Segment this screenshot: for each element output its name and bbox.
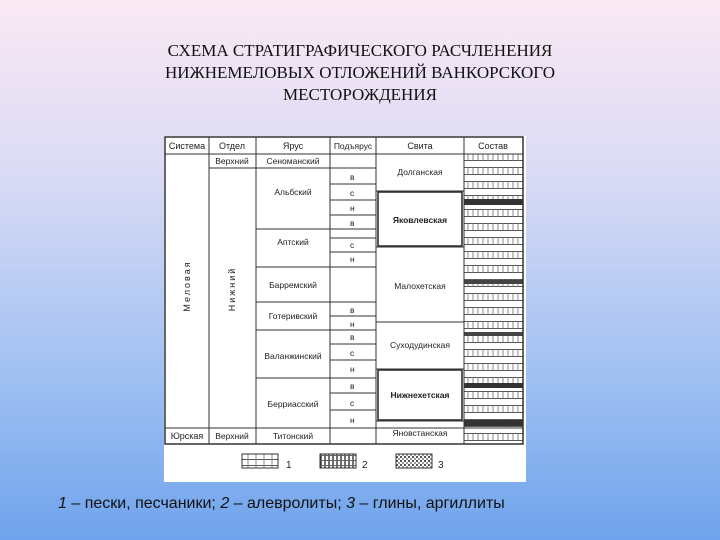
title-line-1: СХЕМА СТРАТИГРАФИЧЕСКОГО РАСЧЛЕНЕНИЯ: [167, 41, 553, 60]
legend-label-1: 1: [286, 460, 292, 471]
stage-barremian: Барремский: [269, 280, 317, 290]
title-line-2: НИЖНЕМЕЛОВЫХ ОТЛОЖЕНИЙ ВАНКОРСКОГО: [164, 63, 555, 82]
composition-band: [464, 280, 523, 284]
substage-berriasian-middle: с: [350, 398, 355, 408]
legend-label-3: 3: [438, 460, 444, 471]
legend-label-2: 2: [362, 460, 368, 471]
system-cretaceous: Меловая: [182, 260, 192, 312]
substage-valanginian-middle: с: [350, 348, 355, 358]
division-upper: Верхний: [215, 156, 249, 166]
stage-hauterivian: Готеривский: [268, 311, 318, 321]
substage-valanginian-lower: н: [350, 364, 355, 374]
header-division: Отдел: [218, 141, 246, 151]
header-stage: Ярус: [282, 141, 304, 151]
substage-aptian-middle: с: [350, 240, 355, 250]
header-system: Система: [168, 141, 206, 151]
substage-hauterivian-upper: в: [350, 305, 355, 315]
substage-berriasian-upper: в: [350, 381, 355, 391]
suite-sukhodudin: Суходудинская: [390, 340, 450, 350]
system-jurassic: Юрская: [170, 431, 204, 441]
header-substage: Подъярус: [333, 141, 373, 151]
stage-tithonian: Титонский: [272, 431, 314, 441]
legend-swatch-sand: [242, 454, 278, 468]
substage-albian-lower: н: [350, 203, 355, 213]
stage-cenomanian: Сеноманский: [266, 156, 320, 166]
caption-num-3: 3: [346, 495, 355, 512]
caption-text-2: – алевролиты;: [229, 495, 347, 512]
legend-caption: [58, 495, 505, 513]
substage-aptian-upper: в: [350, 218, 355, 228]
substage-aptian-lower: н: [350, 254, 355, 264]
stage-valanginian: Валанжинский: [264, 351, 322, 361]
composition-band: [464, 332, 523, 336]
header-suite: Свита: [407, 141, 433, 151]
scheme-svg: [164, 136, 526, 482]
suite-malokhet: Малохетская: [394, 281, 446, 291]
suite-yakovlev: Яковлевская: [392, 215, 448, 225]
substage-valanginian-upper: в: [350, 332, 355, 342]
caption-text-3: – глины, аргиллиты: [354, 495, 505, 512]
legend: [242, 454, 444, 471]
caption-num-2: 2: [220, 495, 230, 512]
division-lower: Нижний: [227, 266, 237, 312]
suite-dolgan: Долганская: [397, 167, 443, 177]
composition-band: [464, 383, 523, 388]
header-composition: Состав: [478, 141, 508, 151]
composition-band: [464, 199, 523, 205]
stage-aptian: Аптский: [277, 237, 309, 247]
legend-swatch-clay: [396, 454, 432, 468]
caption-text-1: – пески, песчаники;: [66, 495, 221, 512]
stratigraphic-scheme: [164, 136, 526, 482]
caption-num-1: 1: [58, 495, 67, 512]
stage-albian: Альбский: [274, 187, 312, 197]
substage-albian-upper: в: [350, 172, 355, 182]
stage-berriasian: Берриасский: [267, 399, 319, 409]
substage-albian-middle: с: [350, 188, 355, 198]
substage-hauterivian-lower: н: [350, 319, 355, 329]
suite-yanovstan: Яновстанская: [392, 428, 448, 438]
suite-nizhnekhet: Нижнехетская: [390, 390, 450, 400]
legend-swatch-silt: [320, 454, 356, 468]
composition-pattern: [464, 154, 523, 444]
composition-band: [464, 420, 523, 426]
title-line-3: МЕСТОРОЖДЕНИЯ: [283, 85, 437, 104]
division-jurassic-upper: Верхний: [215, 431, 249, 441]
substage-berriasian-lower: н: [350, 415, 355, 425]
slide-title: [60, 40, 660, 106]
